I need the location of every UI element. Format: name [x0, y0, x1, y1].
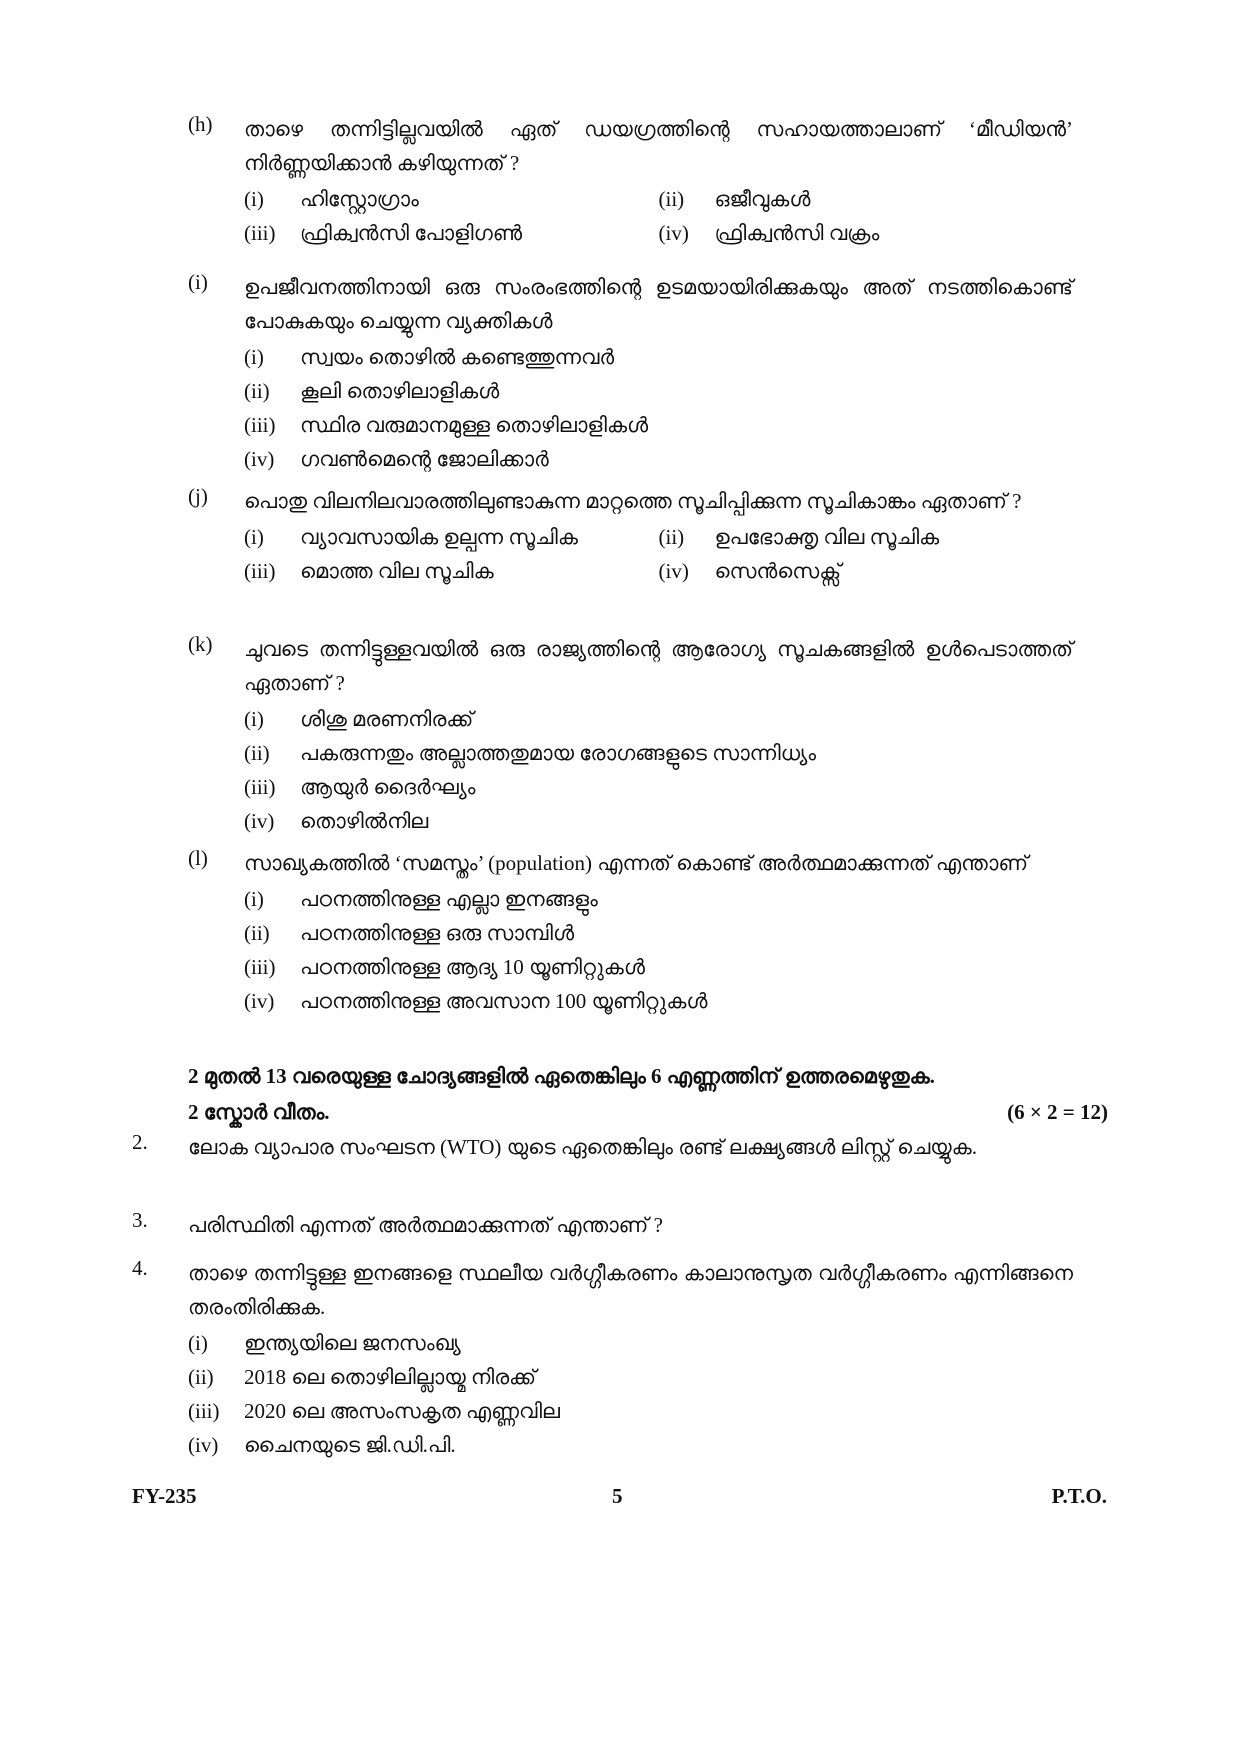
option-label: (iv)	[658, 558, 689, 583]
option-label: (ii)	[658, 524, 685, 549]
option-text: തൊഴിൽനില	[300, 808, 429, 833]
question-l	[188, 846, 1073, 1018]
question-label: (k)	[188, 632, 213, 656]
option-text: കൂലി തൊഴിലാളികൾ	[300, 378, 500, 403]
question-label: (h)	[188, 112, 213, 136]
question-stem: ഉപജീവനത്തിനായി ഒരു സംരംഭത്തിന്റെ ഉടമയായിരിക്കുകയും അത് നടത്തികൊണ്ട് പോകുകയും ചെയ്യുന്ന വ്യക്തികൾ	[244, 275, 1073, 333]
option-label: (i)	[244, 706, 264, 731]
marks-formula: (6 × 2 = 12)	[1007, 1100, 1108, 1124]
options	[244, 182, 1073, 250]
options	[244, 702, 1073, 838]
question-2	[132, 1130, 1073, 1164]
option-label: (iii)	[244, 220, 276, 245]
options	[244, 340, 1073, 476]
option-label: (ii)	[244, 920, 270, 945]
option-label: (iii)	[244, 558, 276, 583]
option-label: (i)	[244, 344, 264, 369]
question-h	[188, 112, 1073, 250]
question-3	[132, 1208, 1073, 1242]
option-text: പഠനത്തിനുള്ള എല്ലാ ഇനങ്ങളും	[300, 886, 598, 911]
option-label: (iv)	[188, 1432, 219, 1457]
question-4	[132, 1256, 1073, 1462]
option-label: (iv)	[244, 446, 275, 471]
instruction-line: 2 മുതൽ 13 വരെയുള്ള ചോദ്യങ്ങളിൽ ഏതെങ്കിലും 6 എണ്ണത്തിന് ഉത്തരമെഴുതുക.	[188, 1064, 935, 1088]
question-i	[188, 270, 1073, 476]
option-text: ആയുർ ദൈർഘ്യം	[300, 774, 476, 799]
option-label: (i)	[244, 886, 264, 911]
option-text: പഠനത്തിനുള്ള അവസാന 100 യൂണിറ്റുകൾ	[300, 988, 708, 1013]
option-text: പഠനത്തിനുള്ള ഒരു സാമ്പിൾ	[300, 920, 575, 945]
option-text: ഗവൺമെന്റെ ജോലിക്കാർ	[300, 446, 549, 471]
option-label: (iii)	[188, 1398, 220, 1423]
question-stem: സാഖ്യകത്തിൽ ‘സമസ്തം’ (population) എന്നത് കൊണ്ട് അർത്ഥമാക്കുന്നത് എന്താണ്	[244, 851, 1029, 875]
paper-code: FY-235	[132, 1484, 197, 1508]
option-label: (iv)	[244, 988, 275, 1013]
question-stem: ചുവടെ തന്നിട്ടുള്ളവയിൽ ഒരു രാജ്യത്തിന്റെ ആരോഗ്യ സൂചകങ്ങളിൽ ഉൾപെടാത്തത് ഏതാണ് ?	[244, 637, 1073, 695]
option-text: ഉപഭോക്തൃ വില സൂചിക	[714, 524, 940, 549]
pto-label: P.T.O.	[1051, 1484, 1107, 1508]
option-text: പഠനത്തിനുള്ള ആദ്യ 10 യൂണിറ്റുകൾ	[300, 954, 645, 979]
option-label: (ii)	[188, 1364, 214, 1389]
options	[244, 882, 1073, 1018]
question-stem: പരിസ്ഥിതി എന്നത് അർത്ഥമാക്കുന്നത് എന്താണ് ?	[188, 1213, 663, 1237]
question-stem: താഴെ തന്നിട്ടുള്ള ഇനങ്ങളെ സ്ഥലീയ വർഗ്ഗീകരണം കാലാനുസൃത വർഗ്ഗീകരണം എന്നിങ്ങനെ തരംതിരിക്കുക.	[188, 1261, 1073, 1319]
options	[188, 1326, 1073, 1462]
option-label: (iii)	[244, 954, 276, 979]
question-j	[188, 484, 1073, 588]
option-text: ഇന്ത്യയിലെ ജനസംഖ്യ	[244, 1330, 461, 1355]
option-text: മൊത്ത വില സൂചിക	[300, 558, 494, 583]
option-text: വ്യാവസായിക ഉല്പന്ന സൂചിക	[300, 524, 578, 549]
question-label: (i)	[188, 270, 208, 294]
option-text: സെൻസെക്സ്	[714, 558, 842, 583]
option-text: ചൈനയുടെ ജി.ഡി.പി.	[244, 1432, 456, 1457]
option-text: ഒജീവുകൾ	[714, 186, 811, 211]
option-label: (ii)	[244, 378, 270, 403]
question-stem: ലോക വ്യാപാര സംഘടന (WTO) യുടെ ഏതെങ്കിലും രണ്ട് ലക്ഷ്യങ്ങൾ ലിസ്റ്റ് ചെയ്യുക.	[188, 1135, 977, 1159]
option-text: സ്വയം തൊഴിൽ കണ്ടെത്തുന്നവർ	[300, 344, 615, 369]
option-label: (iii)	[244, 774, 276, 799]
option-text: പകരുന്നതും അല്ലാത്തതുമായ രോഗങ്ങളുടെ സാന്നിധ്യം	[300, 740, 817, 765]
option-label: (iv)	[658, 220, 689, 245]
option-text: ഫ്രിക്വൻസി പോളിഗൺ	[300, 220, 523, 245]
option-text: ഹിസ്റ്റോഗ്രാം	[300, 186, 419, 211]
option-label: (iii)	[244, 412, 276, 437]
option-text: ഫ്രിക്വൻസി വക്രം	[714, 220, 880, 245]
section-instruction	[188, 1058, 1108, 1130]
page-number: 5	[612, 1484, 623, 1508]
question-k	[188, 632, 1073, 838]
option-label: (i)	[244, 524, 264, 549]
option-text: സ്ഥിര വരുമാനമുള്ള തൊഴിലാളികൾ	[300, 412, 649, 437]
option-label: (ii)	[658, 186, 685, 211]
option-label: (i)	[188, 1330, 208, 1355]
question-label: (l)	[188, 846, 208, 870]
option-label: (i)	[244, 186, 264, 211]
question-number: 4.	[132, 1256, 148, 1280]
option-text: ശിശു മരണനിരക്ക്	[300, 706, 474, 731]
instruction-score: 2 സ്കോർ വീതം.	[188, 1100, 330, 1124]
option-label: (ii)	[244, 740, 270, 765]
question-stem: പൊതു വിലനിലവാരത്തിലുണ്ടാകുന്ന മാറ്റത്തെ സൂചിപ്പിക്കുന്ന സൂചികാങ്കം ഏതാണ് ?	[244, 489, 1022, 513]
options	[244, 520, 1073, 588]
option-label: (iv)	[244, 808, 275, 833]
page-footer	[132, 1484, 1107, 1509]
question-stem: താഴെ തന്നിട്ടില്ലവയിൽ ഏത് ഡയഗ്രത്തിന്റെ സഹായത്താലാണ് ‘മീഡിയൻ’ നിർണ്ണയിക്കാൻ കഴിയുന്നത് ?	[244, 117, 1073, 175]
question-label: (j)	[188, 484, 208, 508]
question-number: 3.	[132, 1208, 148, 1232]
option-text: 2020 ലെ അസംസകൃത എണ്ണവില	[244, 1398, 560, 1423]
question-number: 2.	[132, 1130, 148, 1154]
option-text: 2018 ലെ തൊഴിലില്ലായ്മ നിരക്ക്	[244, 1364, 537, 1389]
